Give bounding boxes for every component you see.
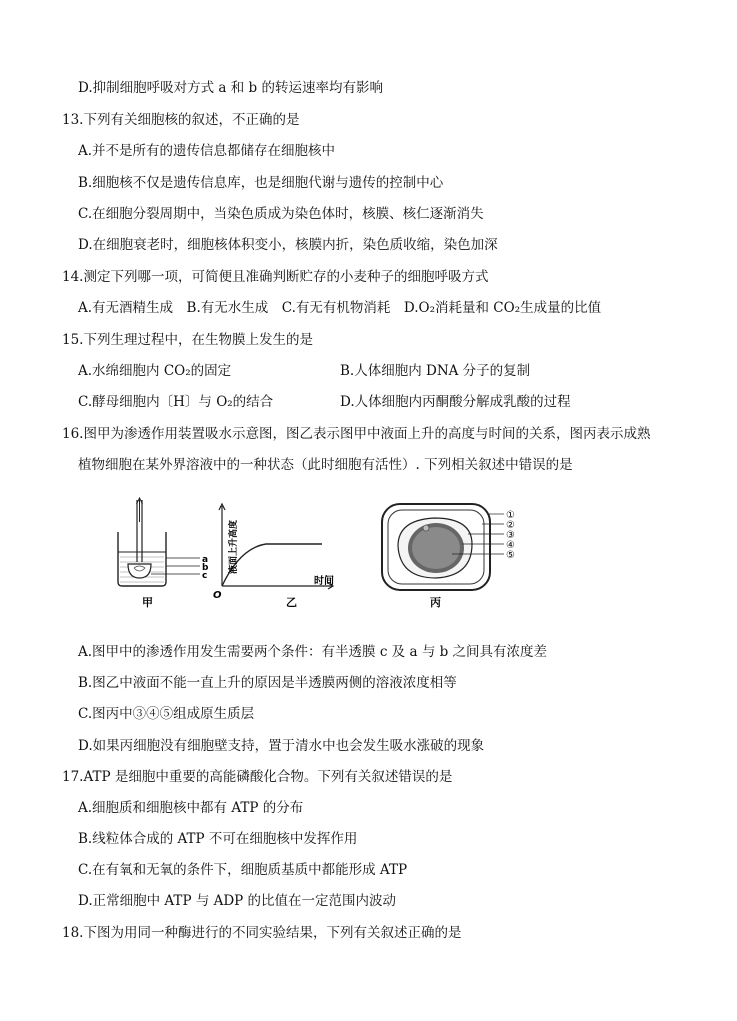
text-line: 15.下列生理过程中，在生物膜上发生的是 — [62, 332, 313, 348]
label-c: c — [202, 571, 208, 581]
text-line: B.线粒体合成的 ATP 不可在细胞核中发挥作用 — [78, 831, 358, 847]
text-line: D.在细胞衰老时，细胞核体积变小，核膜内折，染色质收缩，染色加深 — [78, 237, 498, 253]
origin-label: O — [213, 590, 222, 601]
figure-yi — [213, 504, 334, 609]
text-line: D.正常细胞中 ATP 与 ADP 的比值在一定范围内波动 — [78, 893, 397, 909]
text-line: 13.下列有关细胞核的叙述，不正确的是 — [62, 112, 300, 128]
text-line: A.并不是所有的遗传信息都储存在细胞核中 — [78, 143, 336, 159]
text-line: C.在细胞分裂周期中，当染色质成为染色体时，核膜、核仁逐渐消失 — [78, 206, 484, 222]
text-line: A.有无酒精生成 B.有无水生成 C.有无有机物消耗 D.O₂消耗量和 CO₂生成量的比值 — [78, 300, 602, 316]
label-b: b — [202, 563, 209, 573]
caption-jia: 甲 — [142, 596, 153, 609]
text-line: 18.下图为用同一种酶进行的不同实验结果，下列有关叙述正确的是 — [62, 925, 462, 941]
text-line: B.人体细胞内 DNA 分子的复制 — [340, 363, 531, 379]
text-line: 17.ATP 是细胞中重要的高能磷酸化合物。下列有关叙述错误的是 — [62, 769, 453, 785]
text-line: A.水绵细胞内 CO₂的固定 — [78, 363, 232, 379]
text-line: 16.图甲为渗透作用装置吸水示意图，图乙表示图甲中液面上升的高度与时间的关系，图丙表示成熟 — [62, 426, 651, 442]
caption-yi: 乙 — [286, 596, 297, 609]
text-line: C.图丙中③④⑤组成原生质层 — [78, 706, 255, 722]
text-line: B.细胞核不仅是遗传信息库，也是细胞代谢与遗传的控制中心 — [78, 175, 444, 191]
caption-bing: 丙 — [430, 596, 441, 609]
text-line: C.在有氧和无氧的条件下，细胞质基质中都能形成 ATP — [78, 862, 408, 878]
text-line: D.抑制细胞呼吸对方式 a 和 b 的转运速率均有影响 — [78, 80, 383, 96]
text-line: 植物细胞在某外界溶液中的一种状态（此时细胞有活性）. 下列相关叙述中错误的是 — [78, 457, 573, 473]
text-line: B.图乙中液面不能一直上升的原因是半透膜两侧的溶液浓度相等 — [78, 675, 457, 691]
figure-bing — [382, 504, 515, 609]
text-line: 14.测定下列哪一项，可简便且准确判断贮存的小麦种子的细胞呼吸方式 — [62, 269, 489, 285]
yi-ylabel: 液面上升高度 — [229, 519, 239, 574]
figure-jia — [118, 498, 209, 609]
text-line: C.酵母细胞内〔H〕与 O₂的结合 — [78, 394, 274, 410]
cell-label-4: ④ — [506, 540, 515, 551]
cell-label-2: ② — [506, 520, 515, 531]
text-line: D.如果丙细胞没有细胞壁支持，置于清水中也会发生吸水涨破的现象 — [78, 738, 485, 754]
yi-xlabel: 时间 — [314, 576, 334, 587]
cell-label-1: ① — [506, 510, 515, 521]
osmosis-figure — [100, 492, 540, 620]
text-line: A.图甲中的渗透作用发生需要两个条件：有半透膜 c 及 a 与 b 之间具有浓度差 — [78, 644, 548, 660]
cell-label-5: ⑤ — [506, 550, 515, 561]
cell-label-3: ③ — [506, 530, 515, 541]
label-a: a — [202, 555, 209, 565]
text-line: A.细胞质和细胞核中都有 ATP 的分布 — [78, 800, 304, 816]
text-line: D.人体细胞内丙酮酸分解成乳酸的过程 — [340, 394, 571, 410]
